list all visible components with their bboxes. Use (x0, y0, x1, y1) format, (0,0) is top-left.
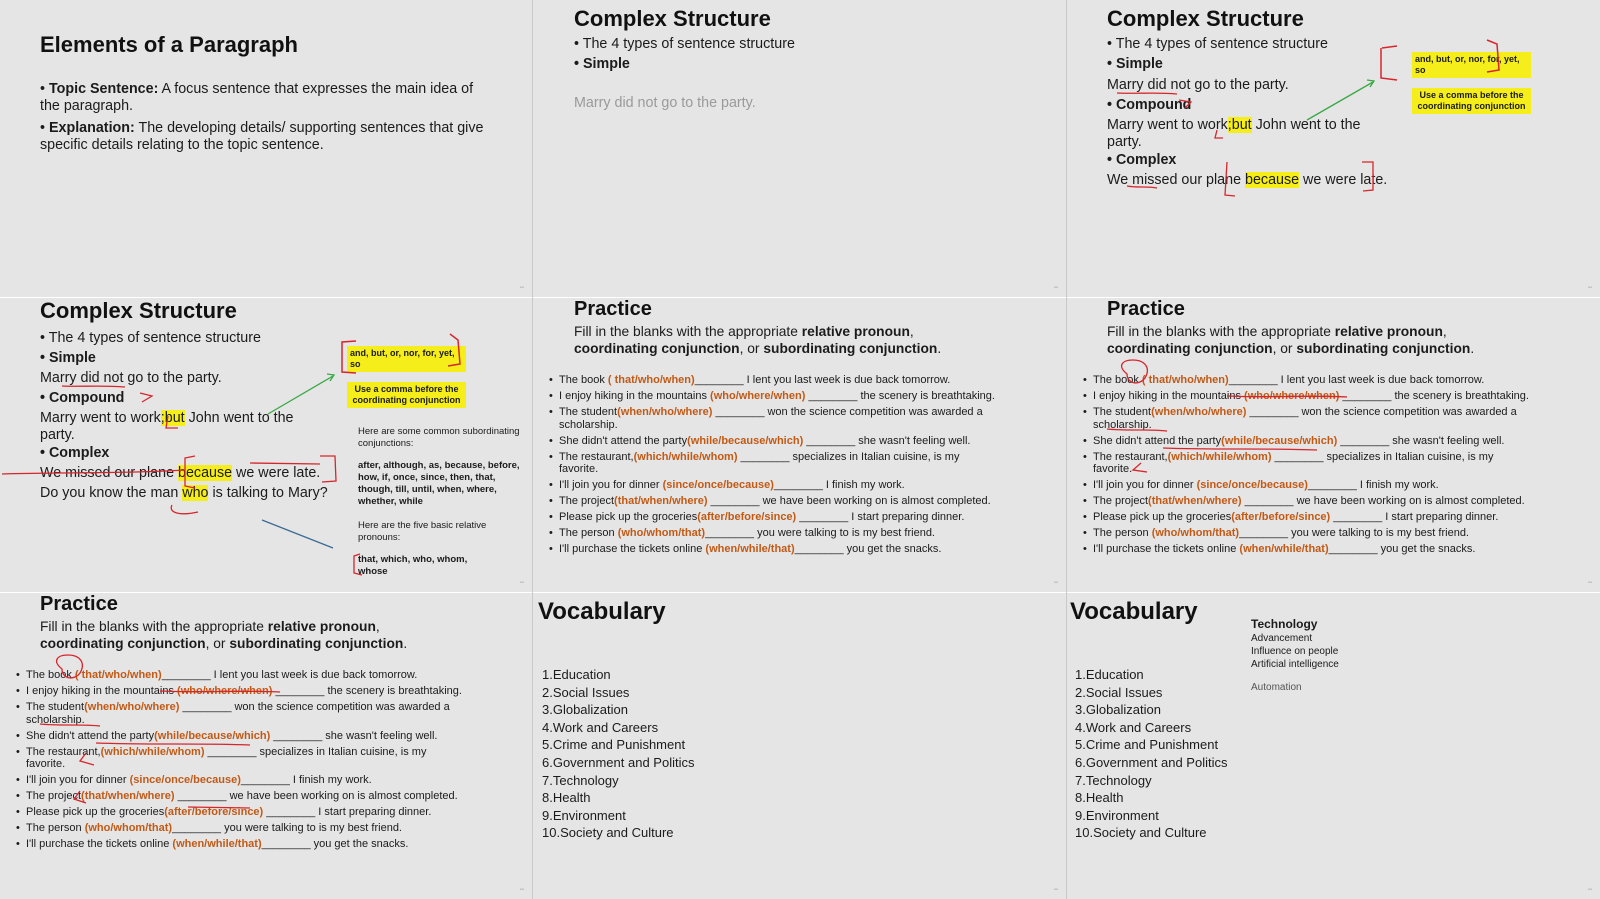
technology-item: Automation (1251, 682, 1302, 693)
item-options: (that/when/where) (614, 495, 708, 507)
slide-vocabulary-technology[interactable] (1067, 593, 1600, 899)
item-text: ________ won the science competition was awarded a scholarship. (26, 701, 450, 726)
list-item: 4.Work and Careers (1075, 719, 1192, 735)
bullet-label: Explanation: (48, 120, 135, 136)
item-text: ________ the scenery is breathtaking. (1339, 390, 1529, 402)
slide-title: Vocabulary (1070, 598, 1198, 625)
vocabulary-list (542, 666, 694, 842)
list-item (16, 806, 464, 819)
list-item (1083, 451, 1531, 476)
list-item (549, 479, 997, 492)
item-text: ________ you were talking to is my best friend. (705, 527, 935, 539)
item-text: I'll purchase the tickets online (1093, 543, 1240, 555)
item-text: She didn't attend the party (1093, 434, 1222, 447)
item-text: ________ the scenery is breathtaking. (272, 685, 462, 697)
item-text: The restaurant, (1093, 450, 1168, 463)
item-options: (which/while/whom) (633, 450, 738, 463)
list-item: 2.Social Issues (542, 684, 630, 700)
example-text: we were late. (1299, 172, 1388, 188)
example-text: Marry went to work (1107, 117, 1228, 133)
item-text: ________ I start preparing dinner. (796, 511, 965, 523)
list-item (16, 746, 464, 771)
bullet-simple (1107, 56, 1163, 73)
item-text: The student (26, 701, 85, 713)
item-options: (since/once/because) (129, 774, 241, 786)
item-options: (which/while/whom) (1167, 450, 1272, 463)
list-item: 9.Environment (542, 807, 626, 823)
highlight-who: who (182, 485, 209, 501)
bullet-text: The developing details/ supporting sentences that give specific details relating to the topic sentence. (40, 120, 484, 153)
practice-list (549, 374, 997, 559)
note-comma-rule: Use a comma before the coordinating conjunction (347, 382, 466, 408)
instr-text: Fill in the blanks with the appropriate (574, 324, 802, 339)
bullet-complex (1107, 152, 1176, 169)
item-text: ________ specializes in Italian cuisine, is my favorite. (26, 745, 427, 770)
slide-title: Vocabulary (538, 598, 666, 625)
list-item (1083, 374, 1531, 387)
list-item (16, 669, 464, 682)
list-item: 8.Health (542, 790, 591, 806)
instr-bold: subordinating conjunction (763, 341, 938, 356)
list-item (1083, 495, 1531, 508)
highlight-but: but (164, 410, 185, 426)
slide-elements-of-paragraph[interactable] (0, 0, 532, 297)
item-options: (who/whom/that) (84, 822, 173, 834)
list-item (16, 701, 464, 726)
item-text: The student (1093, 406, 1152, 418)
item-text: I'll purchase the tickets online (26, 838, 173, 850)
item-options: ( that/who/when) (607, 374, 695, 386)
bullet-complex-label: Complex (48, 445, 110, 461)
example-complex (1107, 172, 1387, 189)
bullet-compound-label: Compound (1115, 97, 1192, 113)
bullet-label: Topic Sentence: (48, 81, 159, 97)
slide-number-mark: ▪▪ (1053, 285, 1058, 291)
item-options: (who/where/when) (710, 390, 806, 402)
item-text: The project (1093, 495, 1149, 507)
list-item (1083, 543, 1531, 556)
bullet-complex-label: Complex (1115, 152, 1177, 168)
practice-instructions (1107, 323, 1487, 357)
item-text: I'll join you for dinner (26, 774, 130, 786)
list-item: 10.Society and Culture (542, 825, 674, 841)
list-item: 5.Crime and Punishment (1075, 737, 1219, 753)
item-text: I'll join you for dinner (559, 479, 663, 491)
bullet-types: • The 4 types of sentence structure (40, 330, 261, 347)
list-item (1083, 511, 1531, 524)
bullet-simple (40, 350, 96, 367)
item-options: (when/who/where) (617, 406, 713, 418)
example-simple: Marry did not go to the party. (40, 370, 222, 386)
item-text: ________ she wasn't feeling well. (803, 434, 971, 447)
item-options: ( that/who/when) (74, 669, 162, 681)
list-item (549, 511, 997, 524)
list-item: 9.Environment (1075, 807, 1159, 823)
practice-instructions (574, 323, 954, 357)
note-coordinating-list: and, but, or, nor, for, yet, so (347, 346, 466, 372)
slide-complex-structure-partial[interactable] (533, 0, 1066, 297)
bullet-compound (1107, 97, 1191, 114)
list-item: 7.Technology (1075, 772, 1152, 788)
item-text: The book (1093, 374, 1142, 386)
item-text: Please pick up the groceries (559, 511, 698, 523)
list-item (16, 838, 464, 851)
item-options: (that/when/where) (1148, 495, 1242, 507)
item-text: I'll purchase the tickets online (559, 543, 706, 555)
slide-number-mark: ▪▪ (1587, 580, 1592, 586)
item-text: ________ specializes in Italian cuisine, is my favorite. (1093, 450, 1494, 475)
list-item: 8.Health (1075, 790, 1124, 806)
technology-item: Influence on people (1251, 646, 1339, 657)
list-item (549, 390, 997, 403)
item-text: ________ won the science competition was awarded a scholarship. (1093, 406, 1517, 431)
list-item (16, 730, 464, 743)
item-text: ________ I start preparing dinner. (263, 806, 432, 818)
bullet-text: A focus sentence that expresses the main idea of the paragraph. (40, 81, 474, 114)
item-text: ________ I lent you last week is due back tomorrow. (694, 374, 951, 386)
item-text: The person (26, 822, 85, 834)
highlight-but: but (1231, 117, 1252, 133)
example-text: We missed our plane (1107, 172, 1246, 188)
item-options: (who/whom/that) (617, 527, 706, 539)
note-subordinating-intro: Here are some common subordinating conjunctions: (358, 426, 520, 449)
example-text: is talking to Mary? (208, 485, 328, 501)
item-options: (when/while/that) (172, 838, 262, 850)
instr-text: Fill in the blanks with the appropriate (40, 619, 268, 634)
slide-complex-structure-full[interactable] (1067, 0, 1600, 297)
example-text: John went to the party. (40, 410, 294, 443)
slide-practice-clean[interactable] (533, 298, 1066, 592)
item-text: ________ specializes in Italian cuisine, is my favorite. (559, 450, 960, 475)
item-text: ________ I lent you last week is due back tomorrow. (1228, 374, 1485, 386)
example-text: John went to the party. (1107, 117, 1361, 150)
instr-bold: relative pronoun (267, 619, 376, 634)
list-item (549, 451, 997, 476)
instr-bold: subordinating conjunction (1296, 341, 1471, 356)
bullet-complex (40, 445, 109, 462)
list-item: 3.Globalization (1075, 702, 1161, 718)
slide-title: Practice (1107, 298, 1185, 320)
list-item (16, 790, 464, 803)
list-item (16, 774, 464, 787)
column-divider (1066, 0, 1067, 899)
slide-number-mark: ▪▪ (1053, 887, 1058, 893)
list-item (1083, 435, 1531, 448)
highlight-semicolon: ; (160, 410, 165, 426)
item-text: The person (559, 527, 618, 539)
instr-bold: coordinating conjunction (574, 341, 740, 356)
bullet-topic-sentence (40, 81, 485, 115)
item-text: I enjoy hiking in the mountains (559, 390, 711, 402)
item-options: (which/while/whom) (100, 745, 205, 758)
item-options: (since/once/because) (662, 479, 774, 491)
item-options: (when/while/that) (1239, 543, 1329, 555)
list-item (1083, 527, 1531, 540)
item-options: (after/before/since) (697, 511, 797, 523)
list-item (549, 543, 997, 556)
item-options: (while/because/which) (1221, 434, 1338, 447)
list-item: 7.Technology (542, 772, 619, 788)
example-text: We missed our plane (40, 465, 179, 481)
item-text: The student (559, 406, 618, 418)
instr-text: . (403, 636, 408, 651)
instr-text: , (1442, 324, 1447, 339)
note-comma-rule: Use a comma before the coordinating conjunction (1412, 88, 1531, 114)
practice-instructions (40, 618, 420, 652)
instr-text: Fill in the blanks with the appropriate (1107, 324, 1335, 339)
bullet-compound-label: Compound (48, 390, 125, 406)
slide-title: Practice (574, 298, 652, 320)
item-options: (that/when/where) (81, 790, 175, 802)
item-text: The book (26, 669, 75, 681)
bullet-compound (40, 390, 124, 407)
list-item (549, 527, 997, 540)
item-text: I'll join you for dinner (1093, 479, 1197, 491)
slide-title: Elements of a Paragraph (40, 32, 298, 57)
list-item (16, 822, 464, 835)
item-text: ________ you get the snacks. (261, 838, 409, 850)
bullet-types: • The 4 types of sentence structure (574, 36, 795, 53)
item-text: Please pick up the groceries (1093, 511, 1232, 523)
item-options: (who/where/when) (1244, 390, 1340, 402)
item-options: (when/who/where) (1151, 406, 1247, 418)
example-text: Marry went to work (40, 410, 161, 426)
bullet-simple-label: Simple (1115, 56, 1163, 72)
item-text: ________ I finish my work. (240, 774, 372, 786)
technology-heading: Technology (1251, 617, 1318, 631)
instr-bold: relative pronoun (801, 324, 910, 339)
item-text: ________ you get the snacks. (794, 543, 942, 555)
list-item: 4.Work and Careers (542, 719, 659, 735)
instr-bold: coordinating conjunction (1107, 341, 1273, 356)
slide-complex-structure-notes[interactable] (0, 298, 532, 592)
example-compound (40, 410, 315, 444)
instr-text: , or (205, 636, 230, 651)
list-item: 1.Education (542, 667, 611, 682)
instr-text: , (909, 324, 914, 339)
item-text: She didn't attend the party (559, 434, 688, 447)
list-item (549, 406, 997, 431)
item-options: (who/whom/that) (1151, 527, 1240, 539)
note-subordinating-text: after, although, as, because, before, how, if, once, since, then, that, though, till, until, when, where, whether, while (358, 460, 520, 507)
highlight-because: because (1245, 172, 1300, 188)
list-item: 6.Government and Politics (542, 754, 695, 770)
item-options: (when/who/where) (84, 701, 180, 713)
slide-title: Practice (40, 593, 118, 615)
list-item (1083, 479, 1531, 492)
slide-number-mark: ▪▪ (519, 285, 524, 291)
item-text: I enjoy hiking in the mountains (26, 685, 178, 697)
item-text: She didn't attend the party (26, 729, 155, 742)
item-text: The restaurant, (559, 450, 634, 463)
item-text: ________ I start preparing dinner. (1330, 511, 1499, 523)
item-text: ________ the scenery is breathtaking. (805, 390, 995, 402)
item-text: ________ she wasn't feeling well. (1337, 434, 1505, 447)
item-text: ________ we have been working on is almost completed. (1241, 495, 1525, 507)
list-item (1083, 406, 1531, 431)
slide-practice-annotated-2[interactable] (0, 593, 532, 899)
item-text: ________ won the science competition was awarded a scholarship. (559, 406, 983, 431)
slide-number-mark: ▪▪ (1587, 887, 1592, 893)
item-text: ________ I finish my work. (1307, 479, 1439, 491)
slide-practice-annotated[interactable] (1067, 298, 1600, 592)
list-item (1083, 390, 1531, 403)
example-simple-faded: Marry did not go to the party. (574, 95, 756, 111)
practice-list (16, 669, 464, 854)
example-simple: Marry did not go to the party. (1107, 77, 1289, 93)
list-item (549, 495, 997, 508)
item-text: ________ you get the snacks. (1328, 543, 1476, 555)
instr-text: . (937, 341, 942, 356)
note-relative-text: that, which, who, whom, whose (358, 554, 468, 577)
list-item: 5.Crime and Punishment (542, 737, 686, 753)
bullet-types: • The 4 types of sentence structure (1107, 36, 1328, 53)
item-text: The project (559, 495, 615, 507)
item-text: The book (559, 374, 608, 386)
list-item (549, 435, 997, 448)
item-options: (while/because/which) (687, 434, 804, 447)
practice-list (1083, 374, 1531, 559)
slide-title: Complex Structure (1107, 6, 1304, 31)
slide-number-mark: ▪▪ (1587, 285, 1592, 291)
column-divider (532, 0, 533, 899)
bullet-explanation (40, 120, 485, 154)
item-text: ________ you were talking to is my best friend. (1239, 527, 1469, 539)
item-text: The person (1093, 527, 1152, 539)
instr-bold: relative pronoun (1334, 324, 1443, 339)
slide-title: Complex Structure (574, 6, 771, 31)
example-relative (40, 485, 328, 502)
instr-bold: coordinating conjunction (40, 636, 206, 651)
slide-title: Complex Structure (40, 298, 237, 323)
list-item: 10.Society and Culture (1075, 825, 1207, 841)
list-item: 2.Social Issues (1075, 684, 1163, 700)
list-item: 6.Government and Politics (1075, 754, 1228, 770)
item-text: ________ you were talking to is my best friend. (172, 822, 402, 834)
example-compound (1107, 117, 1397, 151)
note-relative-list (358, 554, 478, 578)
instr-text: , or (739, 341, 764, 356)
note-relative-intro: Here are the five basic relative pronouns: (358, 520, 487, 543)
list-item (549, 374, 997, 387)
item-text: ________ we have been working on is almost completed. (707, 495, 991, 507)
list-item: 1.Education (1075, 667, 1144, 682)
item-options: (since/once/because) (1196, 479, 1308, 491)
note-coordinating-list: and, but, or, nor, for, yet, so (1412, 52, 1531, 78)
item-options: (while/because/which) (154, 729, 271, 742)
bullet-simple-label: Simple (48, 350, 96, 366)
instr-text: . (1470, 341, 1475, 356)
note-subordinating-list (358, 460, 526, 508)
technology-item: Artificial intelligence (1251, 659, 1339, 670)
item-options: (when/while/that) (705, 543, 795, 555)
item-text: ________ I finish my work. (773, 479, 905, 491)
item-text: I enjoy hiking in the mountains (1093, 390, 1245, 402)
item-text: ________ I lent you last week is due back tomorrow. (161, 669, 418, 681)
item-options: (after/before/since) (1231, 511, 1331, 523)
item-text: ________ she wasn't feeling well. (270, 729, 438, 742)
vocabulary-list (1075, 666, 1227, 842)
item-text: The restaurant, (26, 745, 101, 758)
technology-item: Advancement (1251, 633, 1313, 644)
item-text: The project (26, 790, 82, 802)
bullet-simple (574, 56, 630, 73)
example-text: we were late. (232, 465, 321, 481)
list-item: 3.Globalization (542, 702, 628, 718)
item-options: (after/before/since) (164, 806, 264, 818)
slide-vocabulary[interactable] (533, 593, 1066, 899)
highlight-because: because (178, 465, 233, 481)
item-options: ( that/who/when) (1141, 374, 1229, 386)
highlight-semicolon: ; (1227, 117, 1232, 133)
instr-text: , (375, 619, 380, 634)
item-text: ________ we have been working on is almost completed. (174, 790, 458, 802)
slide-number-mark: ▪▪ (519, 580, 524, 586)
slide-number-mark: ▪▪ (519, 887, 524, 893)
slide-number-mark: ▪▪ (1053, 580, 1058, 586)
example-text: Do you know the man (40, 485, 183, 501)
instr-bold: subordinating conjunction (229, 636, 404, 651)
bullet-simple-label: Simple (582, 56, 630, 72)
instr-text: , or (1272, 341, 1297, 356)
example-complex (40, 465, 320, 482)
item-options: (who/where/when) (177, 685, 273, 697)
item-text: Please pick up the groceries (26, 806, 165, 818)
list-item (16, 685, 464, 698)
